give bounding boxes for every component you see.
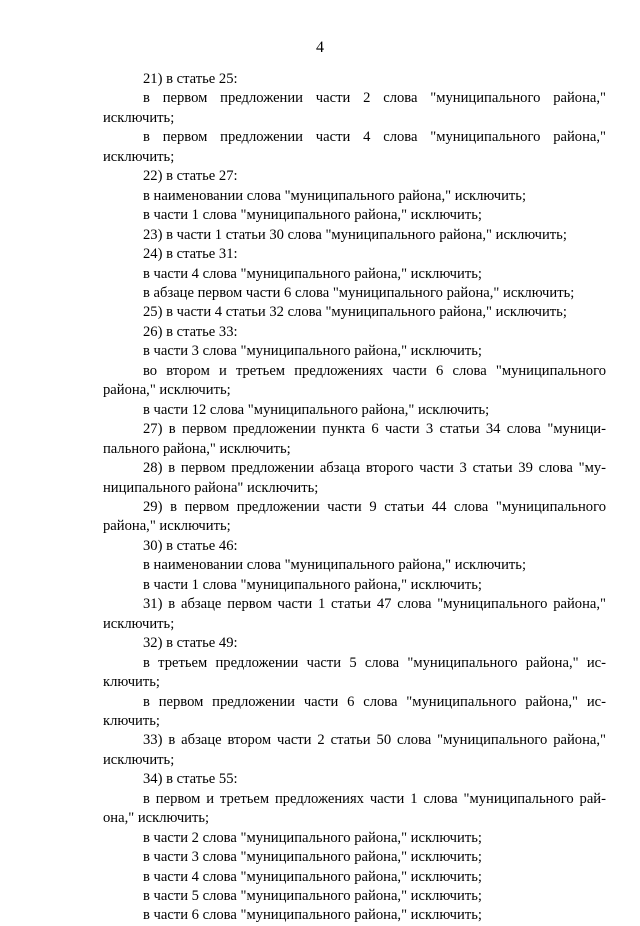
amendment-paragraph: 32) в статье 49: <box>143 635 238 652</box>
amendment-paragraph: 25) в части 4 статьи 32 слова "муниципального района," исключить; <box>143 304 567 321</box>
amendment-paragraph: в первом и третьем предложениях части 1 слова "муниципального района," исключить; <box>103 790 606 827</box>
page-number: 4 <box>316 39 324 56</box>
amendment-paragraph: 34) в статье 55: <box>143 771 238 788</box>
amendment-paragraph: в первом предложении части 2 слова "муниципального района," исключить; <box>103 90 606 126</box>
amendment-paragraph: в части 3 слова "муниципального района," исключить; <box>143 343 482 360</box>
amendment-paragraph: 23) в части 1 статьи 30 слова "муниципального района," исключить; <box>143 226 567 243</box>
amendment-paragraph: в первом предложении части 4 слова "муниципального района," исключить; <box>103 129 606 165</box>
amendment-paragraph: в части 12 слова "муниципального района," исключить; <box>143 401 490 418</box>
amendment-paragraph: в части 6 слова "муниципального района," исключить; <box>143 907 482 924</box>
amendment-paragraph: в части 3 слова "муниципального района," исключить; <box>143 849 482 866</box>
amendment-paragraph: в наименовании слова "муниципального района," исключить; <box>143 557 527 574</box>
amendment-paragraph: 30) в статье 46: <box>143 537 238 554</box>
amendment-paragraph: в первом предложении части 6 слова "муниципального района," исключить; <box>103 693 606 729</box>
amendment-paragraph: 29) в первом предложении части 9 статьи 44 слова "муниципального района," исключить; <box>103 498 606 535</box>
amendment-paragraph: во втором и третьем предложениях части 6 слова "муниципального района," исключить; <box>103 362 606 399</box>
amendment-paragraph: в части 5 слова "муниципального района," исключить; <box>143 888 482 905</box>
amendment-paragraph: 24) в статье 31: <box>143 246 238 263</box>
amendment-paragraph: в части 4 слова "муниципального района," исключить; <box>143 265 482 282</box>
amendment-paragraph: 27) в первом предложении пункта 6 части 3 статьи 34 слова "муниципального района," исключить; <box>103 421 606 457</box>
amendment-paragraph: в части 1 слова "муниципального района," исключить; <box>143 207 482 224</box>
amendment-paragraph: в наименовании слова "муниципального района," исключить; <box>143 187 527 204</box>
amendment-paragraph: в части 4 слова "муниципального района," исключить; <box>143 868 482 885</box>
amendment-paragraph: 33) в абзаце втором части 2 статьи 50 слова "муниципального района," исключить; <box>103 732 606 768</box>
amendment-paragraph: 21) в статье 25: <box>143 71 238 87</box>
amendment-paragraph: в абзаце первом части 6 слова "муниципального района," исключить; <box>143 284 575 301</box>
amendment-paragraph: 28) в первом предложении абзаца второго части 3 статьи 39 слова "муниципального района" исключить; <box>103 460 606 496</box>
amendment-paragraph: 31) в абзаце первом части 1 статьи 47 слова "муниципального района," исключить; <box>103 596 606 632</box>
document-body <box>103 70 606 926</box>
amendment-paragraph: 26) в статье 33: <box>143 323 238 340</box>
amendment-paragraph: 22) в статье 27: <box>143 168 238 185</box>
amendment-paragraph: в части 2 слова "муниципального района," исключить; <box>143 829 482 846</box>
amendment-paragraph: в третьем предложении части 5 слова "муниципального района," исключить; <box>103 654 606 691</box>
amendment-paragraph: в части 1 слова "муниципального района," исключить; <box>143 576 482 593</box>
